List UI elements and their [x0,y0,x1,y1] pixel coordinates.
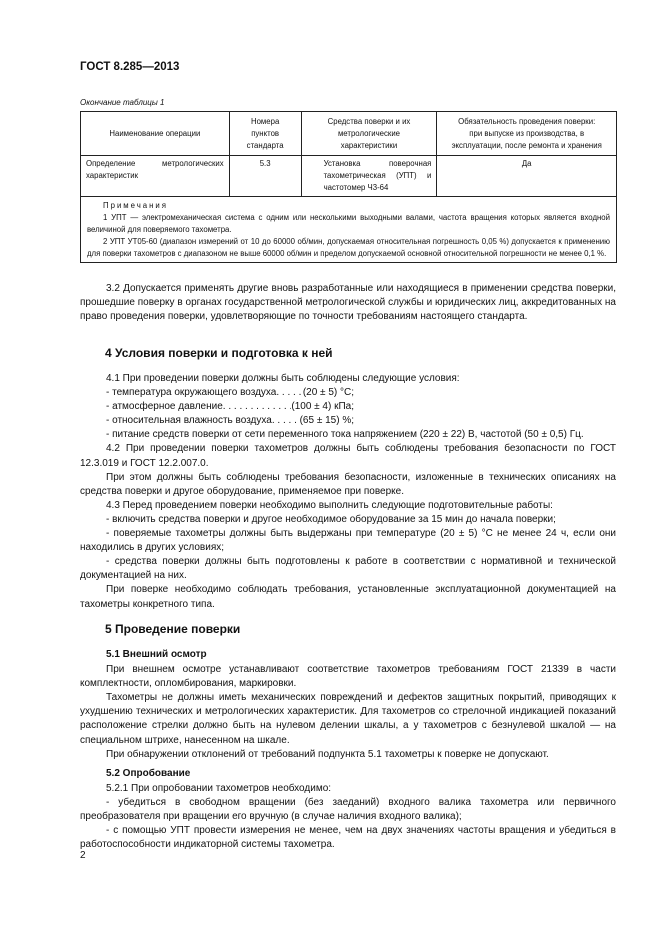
cell-means: Установка поверочная тахометрическая (УПТ) и частотомер Ч3-64 [301,156,437,197]
subsection-5-1-heading: 5.1 Внешний осмотр [106,649,207,660]
list-item: - поверяемые тахометры должны быть выдержаны при температуре (20 ± 5) °С не менее 24 ч, если они находились в других условиях; [80,528,616,554]
list-item: - с помощью УПТ провести измерения не менее, чем на двух значениях частоты вращения и убедиться в работоспособности индикаторной системы тахометра. [80,825,616,851]
section-4-heading: 4 Условия поверки и подготовка к ней [105,346,333,360]
paragraph-5-1-a: При внешнем осмотре устанавливают соответствие тахометров требованиям ГОСТ 21339 в части комплектности, опломбирования, маркировки. [80,664,616,690]
section-5-body [80,648,616,852]
paragraph-5-1-b: Тахометры не должны иметь механических повреждений и дефектов защитных покрытий, приводящих к ухудшению технических и метрологических характеристик. Для тахометров со стрелочной индикацией показаний расположение стрелки должно быть на нулевом делении шкалы, а у тахометров с безнулевой шкалой — на специальном штрихе, нанесенном на шкале. [80,692,616,746]
condition-humidity: - относительная влажность воздуха . . . (65 ± 15) %; [80,414,354,428]
table-header-row [81,112,617,156]
condition-pressure: - атмосферное давление . . . (100 ± 4) кПа; [80,400,354,414]
paragraph-4-1: 4.1 При проведении поверки должны быть соблюдены следующие условия: [106,373,460,384]
paragraph-4-3: 4.3 Перед проведением поверки необходимо выполнить следующие подготовительные работы: [106,499,553,511]
table-row [81,156,617,197]
paragraph-5-2-1: 5.2.1 При опробовании тахометров необходимо: [106,782,332,794]
condition-temperature: - температура окружающего воздуха . . . (20 ± 5) °C; [80,386,354,400]
header-operation: Наименование операции [81,112,230,156]
header-required: Обязательность проведения поверки: при выпуске из производства, в эксплуатации, после ремонта и хранения [437,112,617,156]
table-notes-row [81,197,617,263]
paragraph-4-2: 4.2 При проведении поверки тахометров должны быть соблюдены требования безопасности по ГОСТ 12.3.019 и ГОСТ 12.2.007.0. [80,443,616,469]
paragraph-3-2: 3.2 Допускается применять другие вновь разработанные или находящиеся в применении средства поверки, прошедшие поверку в органах государственной метрологической службы и юридических лиц, аккредитованных на право проведения поверки, удовлетворяющие по точности требованиям настоящего стандарта. [80,283,616,323]
inspection-operations-table [80,111,617,263]
table-caption: Окончание таблицы 1 [80,98,165,107]
list-item: - убедиться в свободном вращении (без заеданий) входного валика тахометра или первичного преобразователя при вращении его вручную (в случае наличия входного валика); [80,796,616,823]
header-clause: Номера пунктов стандарта [229,112,301,156]
note-2: 2 УПТ УТ05-60 (диапазон измерений от 10 до 60000 об/мин, допускаемая относительная погрешность 0,05 %) допускается к применению для поверки тахометров с диапазоном не выше 60000 об/мин и пределом допускаемой основной относительной погрешности не менее 0,1 %. [87,237,610,258]
section-4-body [80,372,616,612]
paragraph-4-3-b: При поверке необходимо соблюдать требования, установленные эксплуатационной документацией на тахометры конкретного типа. [80,584,616,610]
page-number: 2 [80,850,86,861]
document-header: ГОСТ 8.285—2013 [80,61,180,73]
list-item: - средства поверки должны быть подготовлены к работе в соответствии с нормативной и технической документацией на них. [80,556,616,582]
cell-operation: Определение метрологических характеристик [81,156,230,197]
section-5-heading: 5 Проведение поверки [105,622,241,636]
list-item: - включить средства поверки и другое необходимое оборудование за 15 мин до начала поверки; [106,513,556,525]
condition-power: - питание средств поверки от сети переменного тока напряжением (220 ± 22) В, частотой (50 ± 0,5) Гц. [106,429,584,441]
paragraph-5-1-c: При обнаружении отклонений от требований подпункта 5.1 тахометры к поверке не допускают. [106,748,549,760]
header-means: Средства поверки и их метрологические характеристики [301,112,437,156]
note-1: 1 УПТ — электромеханическая система с одним или несколькими выходными валами, частота вращения которых является входной величиной для поверяемого тахометра. [87,213,610,234]
cell-required: Да [437,156,617,197]
cell-clause: 5.3 [229,156,301,197]
table-notes [81,197,617,263]
paragraph-4-2-b: При этом должны быть соблюдены требования безопасности, изложенные в технических описаниях на средства поверки и другое оборудование, применяемое при поверке. [80,471,616,497]
notes-title: Примечания [103,201,169,210]
subsection-5-2-heading: 5.2 Опробование [106,767,191,779]
